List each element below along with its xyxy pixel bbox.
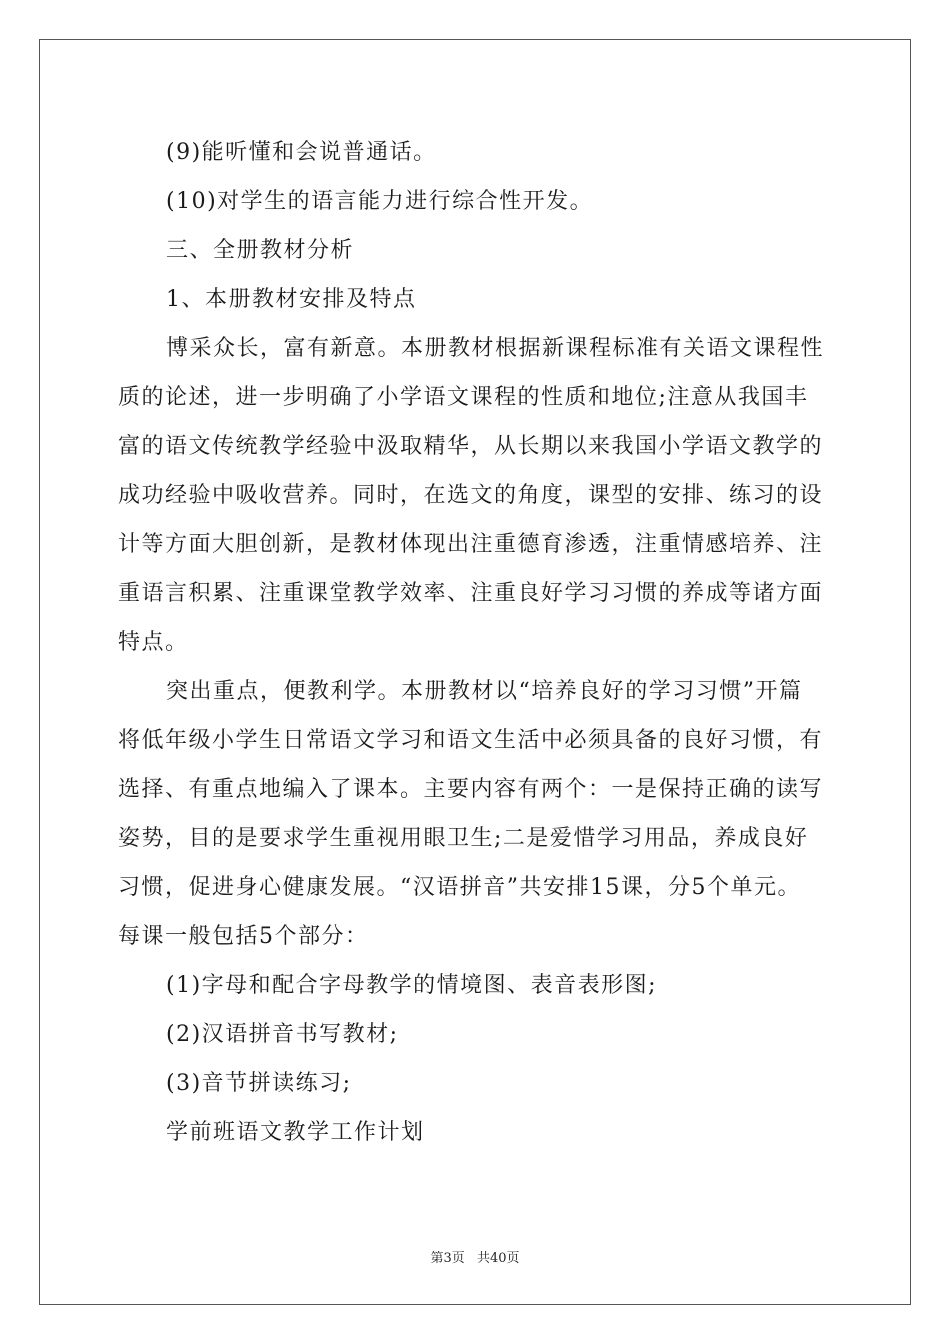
text-line: 质的论述，进一步明确了小学语文课程的性质和地位;注意从我国丰 xyxy=(118,385,809,410)
text-line: 选择、有重点地编入了课本。主要内容有两个：一是保持正确的读写 xyxy=(118,777,824,802)
page-footer xyxy=(0,1247,950,1266)
text-line: 成功经验中吸收营养。同时，在选文的角度，课型的安排、练习的设 xyxy=(118,483,824,508)
section-heading: 三、全册教材分析 xyxy=(166,238,355,263)
text-line: (10)对学生的语言能力进行综合性开发。 xyxy=(166,189,594,214)
list-item: (1)字母和配合字母教学的情境图、表音表形图; xyxy=(166,973,658,998)
text-line: 将低年级小学生日常语文学习和语文生活中必须具备的良好习惯，有 xyxy=(118,728,824,753)
list-item: (3)音节拼读练习; xyxy=(166,1071,352,1096)
page-number: 第3页 xyxy=(430,1251,465,1266)
page-total: 共40页 xyxy=(476,1251,520,1266)
text-line: 富的语文传统教学经验中汲取精华，从长期以来我国小学语文教学的 xyxy=(118,434,824,459)
text-line: 每课一般包括5个部分： xyxy=(118,924,369,949)
text-line: 突出重点，便教利学。本册教材以“培养良好的学习习惯”开篇 xyxy=(166,679,803,704)
text-line: 学前班语文教学工作计划 xyxy=(166,1120,425,1145)
text-line: 习惯，促进身心健康发展。“汉语拼音”共安排15课，分5个单元。 xyxy=(118,875,801,900)
list-item: (2)汉语拼音书写教材; xyxy=(166,1022,399,1047)
text-line: 重语言积累、注重课堂教学效率、注重良好学习习惯的养成等诸方面 xyxy=(118,581,824,606)
subsection-heading: 1、本册教材安排及特点 xyxy=(166,287,417,312)
text-line: 特点。 xyxy=(118,630,189,655)
document-body xyxy=(118,128,848,1157)
text-line: 姿势，目的是要求学生重视用眼卫生;二是爱惜学习用品，养成良好 xyxy=(118,826,809,851)
text-line: 博采众长，富有新意。本册教材根据新课程标准有关语文课程性 xyxy=(166,336,825,361)
text-line: (9)能听懂和会说普通话。 xyxy=(166,140,437,165)
text-line: 计等方面大胆创新，是教材体现出注重德育渗透，注重情感培养、注 xyxy=(118,532,824,557)
